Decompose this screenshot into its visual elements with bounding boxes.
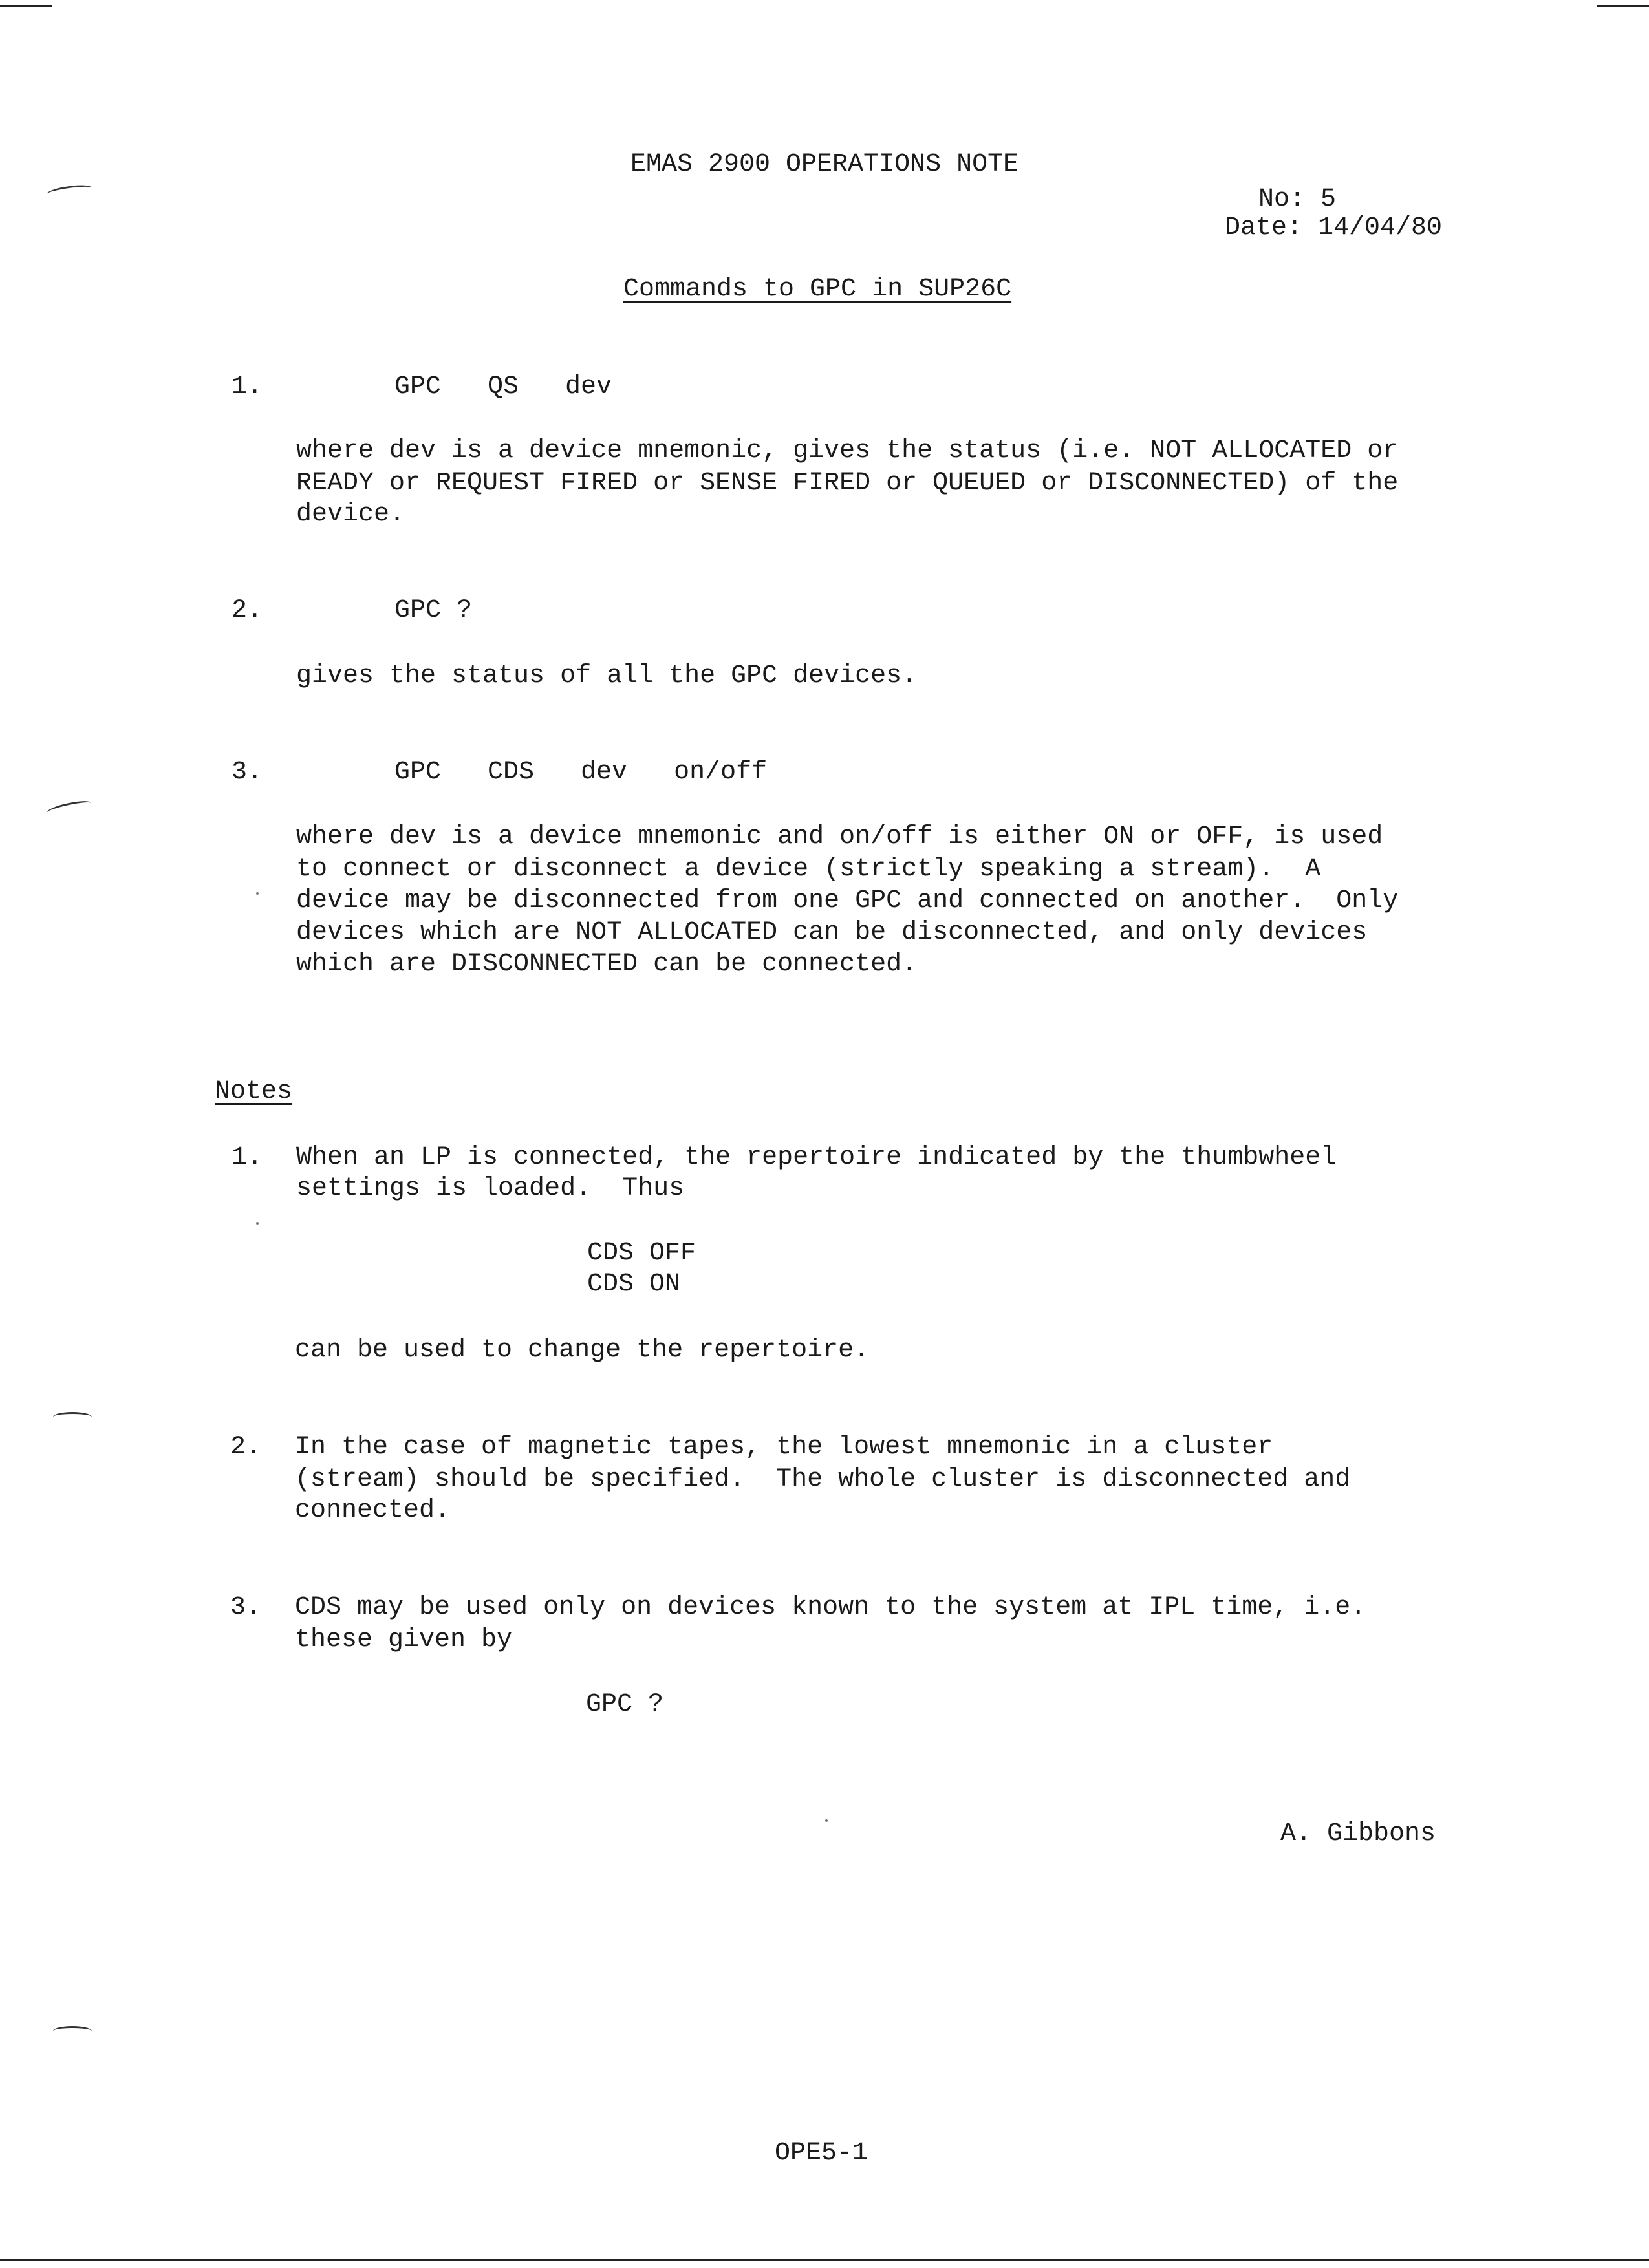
command-syntax: GPC CDS dev on/off (394, 758, 768, 787)
top-right-rule (1597, 5, 1649, 7)
note-number: No: 5 (1258, 185, 1337, 214)
margin-mark (53, 1412, 92, 1422)
margin-mark (53, 2026, 92, 2036)
author-name: A. Gibbons (1280, 1819, 1436, 1848)
code-line: CDS ON (587, 1270, 681, 1299)
margin-mark (46, 798, 92, 817)
text-line: where dev is a device mnemonic, gives the status (i.e. NOT ALLOCATED or (296, 436, 1399, 465)
text-line: these given by (295, 1625, 513, 1654)
text-line: connected. (295, 1496, 451, 1525)
item-number: 1. (232, 372, 263, 401)
code-line: GPC ? (586, 1690, 664, 1719)
text-line: can be used to change the repertoire. (295, 1336, 870, 1365)
text-line: to connect or disconnect a device (strictly speaking a stream). A (296, 855, 1321, 884)
text-line: settings is loaded. Thus (296, 1174, 685, 1203)
command-syntax: GPC ? (394, 596, 473, 625)
bottom-rule (0, 2259, 1649, 2261)
document-title: EMAS 2900 OPERATIONS NOTE (630, 150, 1019, 179)
top-left-rule (0, 5, 52, 7)
speck (256, 892, 259, 895)
note-number: 3. (230, 1593, 262, 1622)
speck (825, 1819, 828, 1822)
page-identifier: OPE5-1 (775, 2139, 868, 2168)
text-line: devices which are NOT ALLOCATED can be disconnected, and only devices (296, 918, 1368, 947)
item-number: 2. (232, 596, 263, 625)
speck (256, 1222, 259, 1225)
note-number: 1. (232, 1143, 263, 1172)
notes-heading: Notes (215, 1077, 293, 1106)
document-subtitle: Commands to GPC in SUP26C (623, 275, 1012, 304)
text-line: device. (296, 500, 405, 529)
note-number: 2. (230, 1433, 262, 1462)
text-line: CDS may be used only on devices known to the system at IPL time, i.e. (295, 1593, 1366, 1622)
margin-mark (46, 183, 92, 199)
text-line: READY or REQUEST FIRED or SENSE FIRED or QUEUED or DISCONNECTED) of the (296, 469, 1399, 498)
code-line: CDS OFF (587, 1239, 696, 1268)
text-line: device may be disconnected from one GPC and connected on another. Only (296, 886, 1399, 915)
text-line: (stream) should be specified. The whole cluster is disconnected and (295, 1465, 1351, 1494)
text-line: which are DISCONNECTED can be connected. (296, 950, 918, 979)
text-line: gives the status of all the GPC devices. (296, 661, 918, 690)
text-line: When an LP is connected, the repertoire indicated by the thumbwheel (296, 1143, 1337, 1172)
note-date: Date: 14/04/80 (1225, 213, 1443, 242)
text-line: where dev is a device mnemonic and on/off is either ON or OFF, is used (296, 822, 1383, 851)
command-syntax: GPC QS dev (394, 372, 612, 401)
item-number: 3. (232, 758, 263, 787)
text-line: In the case of magnetic tapes, the lowest mnemonic in a cluster (295, 1433, 1273, 1462)
